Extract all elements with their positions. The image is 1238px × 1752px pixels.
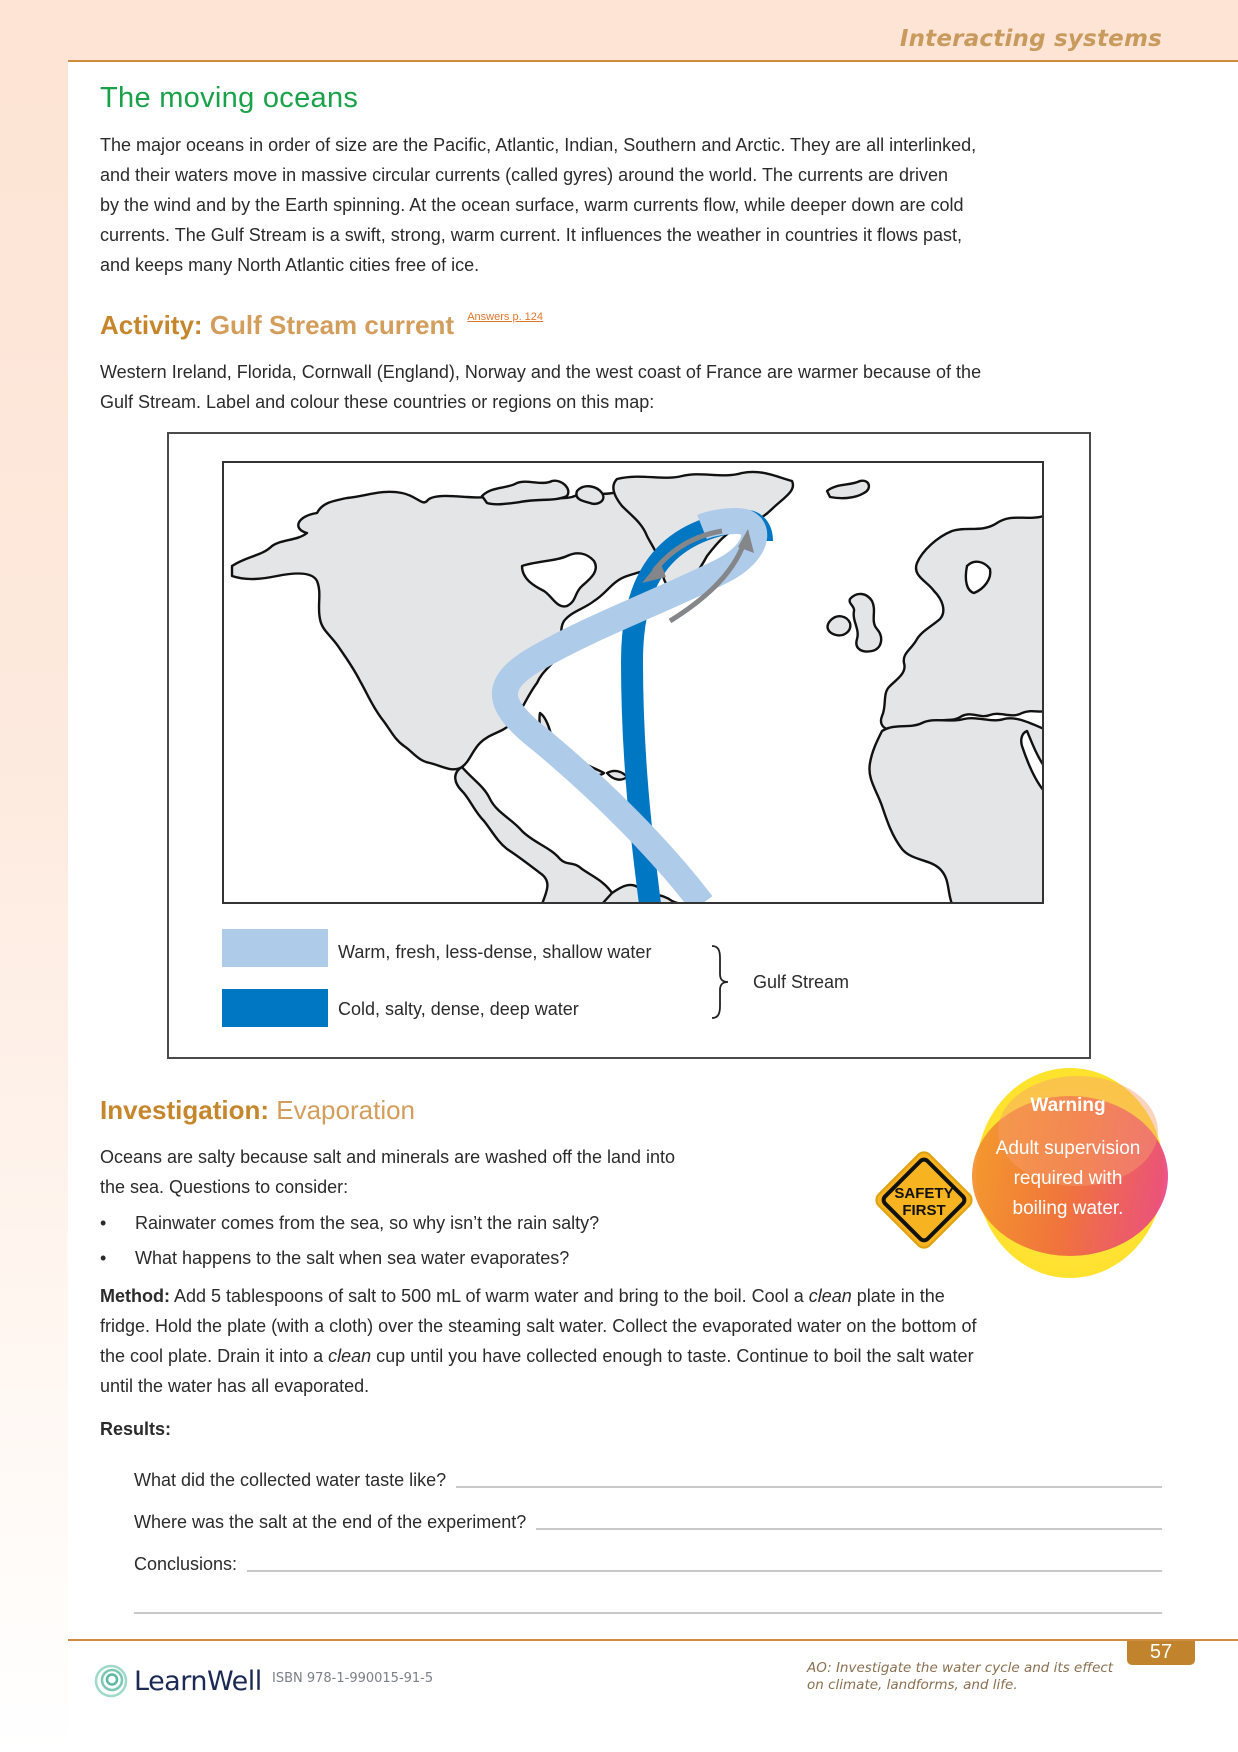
- method-line: [100, 1341, 976, 1371]
- paragraph-line: and their waters move in massive circular currents (called gyres) around the world. The currents are driven: [100, 165, 949, 185]
- answer-line[interactable]: [247, 1570, 1162, 1572]
- questions-list: [100, 1208, 599, 1278]
- results-prompt: Conclusions:: [134, 1554, 238, 1574]
- paragraph-line: currents. The Gulf Stream is a swift, strong, warm current. It influences the weather in countries it flows past,: [100, 225, 963, 245]
- bullet: •: [100, 1213, 107, 1233]
- results-row: [134, 1504, 1162, 1534]
- answer-line[interactable]: [134, 1612, 1162, 1614]
- warning-title: Warning: [1030, 1095, 1106, 1116]
- activity-keyword: Activity:: [100, 310, 203, 340]
- instruction-line: Gulf Stream. Label and colour these countries or regions on this map:: [100, 392, 655, 412]
- running-head: Interacting systems: [899, 26, 1162, 52]
- investigation-intro: [100, 1142, 675, 1202]
- answer-line[interactable]: [536, 1528, 1162, 1530]
- legend-label-cold: Cold, salty, dense, deep water: [338, 999, 579, 1019]
- safety-first-sign-icon: [870, 1146, 978, 1254]
- method-text: fridge. Hold the plate (with a cloth) over the steaming salt water. Collect the evaporated water on the bottom of: [100, 1316, 977, 1336]
- question-text: Rainwater comes from the sea, so why isn’t the rain salty?: [135, 1213, 600, 1233]
- legend-group-label: Gulf Stream: [753, 972, 850, 992]
- brace-icon: [708, 944, 732, 1020]
- isbn: ISBN 978-1-990015-91-5: [272, 1671, 434, 1686]
- paragraph-line: and keeps many North Atlantic cities free of ice.: [100, 255, 480, 275]
- ireland: [828, 616, 851, 635]
- answer-line[interactable]: [456, 1486, 1162, 1488]
- results-row: [134, 1546, 1162, 1576]
- brand-name: LearnWell: [134, 1665, 262, 1697]
- footer-rule: [68, 1639, 1238, 1641]
- intro-line: the sea. Questions to consider:: [100, 1177, 349, 1197]
- results-prompt: Where was the salt at the end of the experiment?: [134, 1512, 527, 1532]
- method-line: [100, 1281, 976, 1311]
- gulf-stream-map: [222, 461, 1044, 904]
- legend-swatch-warm: [222, 929, 328, 967]
- results-label: Results:: [100, 1419, 172, 1439]
- warning-line: required with: [1013, 1168, 1123, 1189]
- list-item: [100, 1208, 599, 1238]
- ao-line: on climate, landforms, and life.: [807, 1677, 1018, 1693]
- method-text: Add 5 tablespoons of salt to 500 mL of warm water and bring to the boil. Cool a: [174, 1286, 809, 1306]
- method-emphasis: clean: [328, 1346, 372, 1366]
- paragraph-line: by the wind and by the Earth spinning. At the ocean surface, warm currents flow, while deeper down are cold: [100, 195, 964, 215]
- ao-line: AO: Investigate the water cycle and its effect: [807, 1660, 1114, 1676]
- section-title: The moving oceans: [100, 82, 359, 114]
- results-prompt: What did the collected water taste like?: [134, 1470, 447, 1490]
- method-line: [100, 1371, 976, 1401]
- results-row: [134, 1588, 1162, 1618]
- method-line: [100, 1311, 976, 1341]
- activity-title: Gulf Stream current: [209, 310, 454, 340]
- instruction-line: Western Ireland, Florida, Cornwall (England), Norway and the west coast of France are warmer because of the: [100, 362, 982, 382]
- paragraph-line: The major oceans in order of size are the Pacific, Atlantic, Indian, Southern and Arctic. They are all interlinked,: [100, 135, 977, 155]
- method-label: Method:: [100, 1286, 170, 1306]
- achievement-objective: [807, 1660, 1113, 1694]
- investigation-keyword: Investigation:: [100, 1095, 270, 1125]
- warning-line: Adult supervision: [995, 1138, 1141, 1159]
- safety-sign-line1: SAFETY: [894, 1185, 954, 1202]
- method-text: the cool plate. Drain it into a: [100, 1346, 329, 1366]
- page-number: 57: [1127, 1641, 1195, 1665]
- publisher-logo: [94, 1664, 262, 1698]
- bullet: •: [100, 1248, 107, 1268]
- legend-label-warm: Warm, fresh, less-dense, shallow water: [338, 942, 652, 962]
- answers-link[interactable]: Answers p. 124: [467, 311, 544, 323]
- legend-swatch-cold: [222, 989, 328, 1027]
- method-paragraph: [100, 1281, 976, 1401]
- activity-heading: [100, 310, 543, 341]
- list-item: [100, 1243, 599, 1273]
- spiral-logo-icon: [94, 1664, 128, 1698]
- question-text: What happens to the salt when sea water evaporates?: [135, 1248, 570, 1268]
- intro-paragraph: [100, 130, 976, 280]
- warning-text: [976, 1134, 1160, 1224]
- header-rule: [68, 60, 1238, 62]
- warning-line: boiling water.: [1012, 1198, 1124, 1219]
- investigation-title: Evaporation: [276, 1095, 416, 1125]
- intro-line: Oceans are salty because salt and minerals are washed off the land into: [100, 1147, 676, 1167]
- activity-instructions: [100, 357, 981, 417]
- results-row: [134, 1462, 1162, 1492]
- method-text: cup until you have collected enough to taste. Continue to boil the salt water: [371, 1346, 974, 1366]
- safety-sign-line2: FIRST: [902, 1202, 946, 1219]
- method-text: plate in the: [851, 1286, 945, 1306]
- method-text: until the water has all evaporated.: [100, 1376, 370, 1396]
- method-emphasis: clean: [808, 1286, 852, 1306]
- investigation-heading: [100, 1095, 415, 1126]
